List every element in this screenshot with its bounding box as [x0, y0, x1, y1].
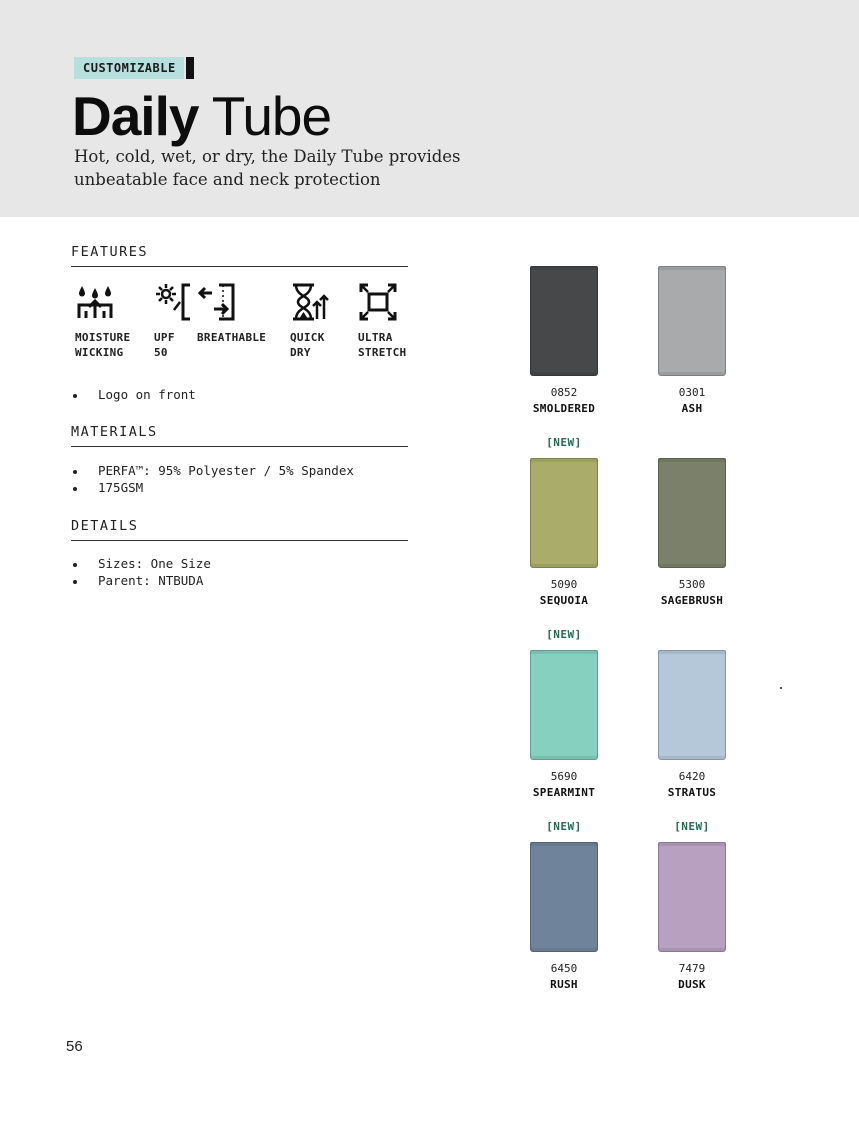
- breathable-icon: [197, 282, 237, 322]
- swatch-chip: [530, 266, 598, 376]
- swatch-code: 5090: [550, 578, 578, 591]
- swatch-name: RUSH: [550, 978, 578, 991]
- swatch-ash: [637, 266, 747, 416]
- swatch-name: ASH: [681, 402, 703, 415]
- swatch-smoldered: [509, 266, 619, 416]
- details-heading: DETAILS: [71, 518, 408, 541]
- feature-quick-dry: [290, 282, 358, 360]
- swatch-code: 6450: [550, 962, 578, 975]
- swatch-chip: [658, 842, 726, 952]
- swatch-name: SMOLDERED: [532, 402, 596, 415]
- feature-breathable: [197, 282, 290, 360]
- swatch-name: STRATUS: [667, 786, 717, 799]
- swatch-spearmint: [509, 628, 619, 800]
- swatch-rush: [509, 820, 619, 992]
- new-badge: [NEW]: [674, 820, 710, 833]
- customizable-tag: [74, 57, 194, 79]
- new-badge: [NEW]: [546, 436, 582, 449]
- upf-sun-icon: [154, 282, 194, 322]
- list-item: Logo on front: [71, 387, 196, 404]
- swatch-chip: [530, 842, 598, 952]
- list-item: PERFA™: 95% Polyester / 5% Spandex: [71, 463, 354, 480]
- product-title: [72, 84, 331, 148]
- feature-label: ULTRA STRETCH: [358, 331, 407, 359]
- feature-moisture-wicking: [75, 282, 154, 360]
- features-bullets: [71, 387, 196, 404]
- swatch-chip: [658, 266, 726, 376]
- swatch-name: SPEARMINT: [532, 786, 596, 799]
- swatch-code: 0301: [678, 386, 706, 399]
- swatch-name: SAGEBRUSH: [660, 594, 724, 607]
- title-bold: Daily: [72, 85, 199, 147]
- product-subtitle: [74, 145, 494, 191]
- swatch-name: SEQUOIA: [539, 594, 589, 607]
- swatch-sagebrush: [637, 458, 747, 608]
- moisture-wicking-icon: [75, 282, 115, 322]
- swatch-sequoia: [509, 436, 619, 608]
- swatch-code: 5300: [678, 578, 706, 591]
- swatch-chip: [530, 458, 598, 568]
- quick-dry-icon: [290, 282, 330, 322]
- swatch-code: 7479: [678, 962, 706, 975]
- materials-bullets: [71, 463, 354, 496]
- materials-heading: MATERIALS: [71, 424, 408, 447]
- title-light: Tube: [211, 85, 332, 147]
- swatch-chip: [530, 650, 598, 760]
- header-band: [0, 0, 859, 217]
- swatch-code: 5690: [550, 770, 578, 783]
- list-item: Sizes: One Size: [71, 556, 211, 573]
- new-badge: [NEW]: [546, 820, 582, 833]
- swatch-stratus: [637, 650, 747, 800]
- swatch-chip: [658, 458, 726, 568]
- feature-label: MOISTURE WICKING: [75, 331, 131, 359]
- swatch-dusk: [637, 820, 747, 992]
- feature-label: BREATHABLE: [197, 331, 267, 344]
- feature-label: UPF 50: [154, 331, 175, 359]
- features-row: [75, 282, 428, 360]
- feature-ultra-stretch: [358, 282, 428, 360]
- list-item: Parent: NTBUDA: [71, 573, 211, 590]
- feature-upf-50: [154, 282, 197, 360]
- new-badge: [NEW]: [546, 628, 582, 641]
- swatch-code: 6420: [678, 770, 706, 783]
- list-item: 175GSM: [71, 480, 354, 497]
- details-bullets: [71, 556, 211, 589]
- swatch-chip: [658, 650, 726, 760]
- ultra-stretch-icon: [358, 282, 398, 322]
- tag-bar: [186, 57, 194, 79]
- speck-mark: [780, 687, 782, 689]
- subtitle-line-1: Hot, cold, wet, or dry, the Daily Tube provides: [74, 147, 461, 166]
- features-heading: FEATURES: [71, 244, 408, 267]
- tag-label: CUSTOMIZABLE: [74, 57, 184, 79]
- subtitle-line-2: unbeatable face and neck protection: [74, 170, 381, 189]
- swatch-name: DUSK: [678, 978, 706, 991]
- feature-label: QUICK DRY: [290, 331, 325, 359]
- page-number: 56: [66, 1038, 83, 1055]
- swatch-code: 0852: [550, 386, 578, 399]
